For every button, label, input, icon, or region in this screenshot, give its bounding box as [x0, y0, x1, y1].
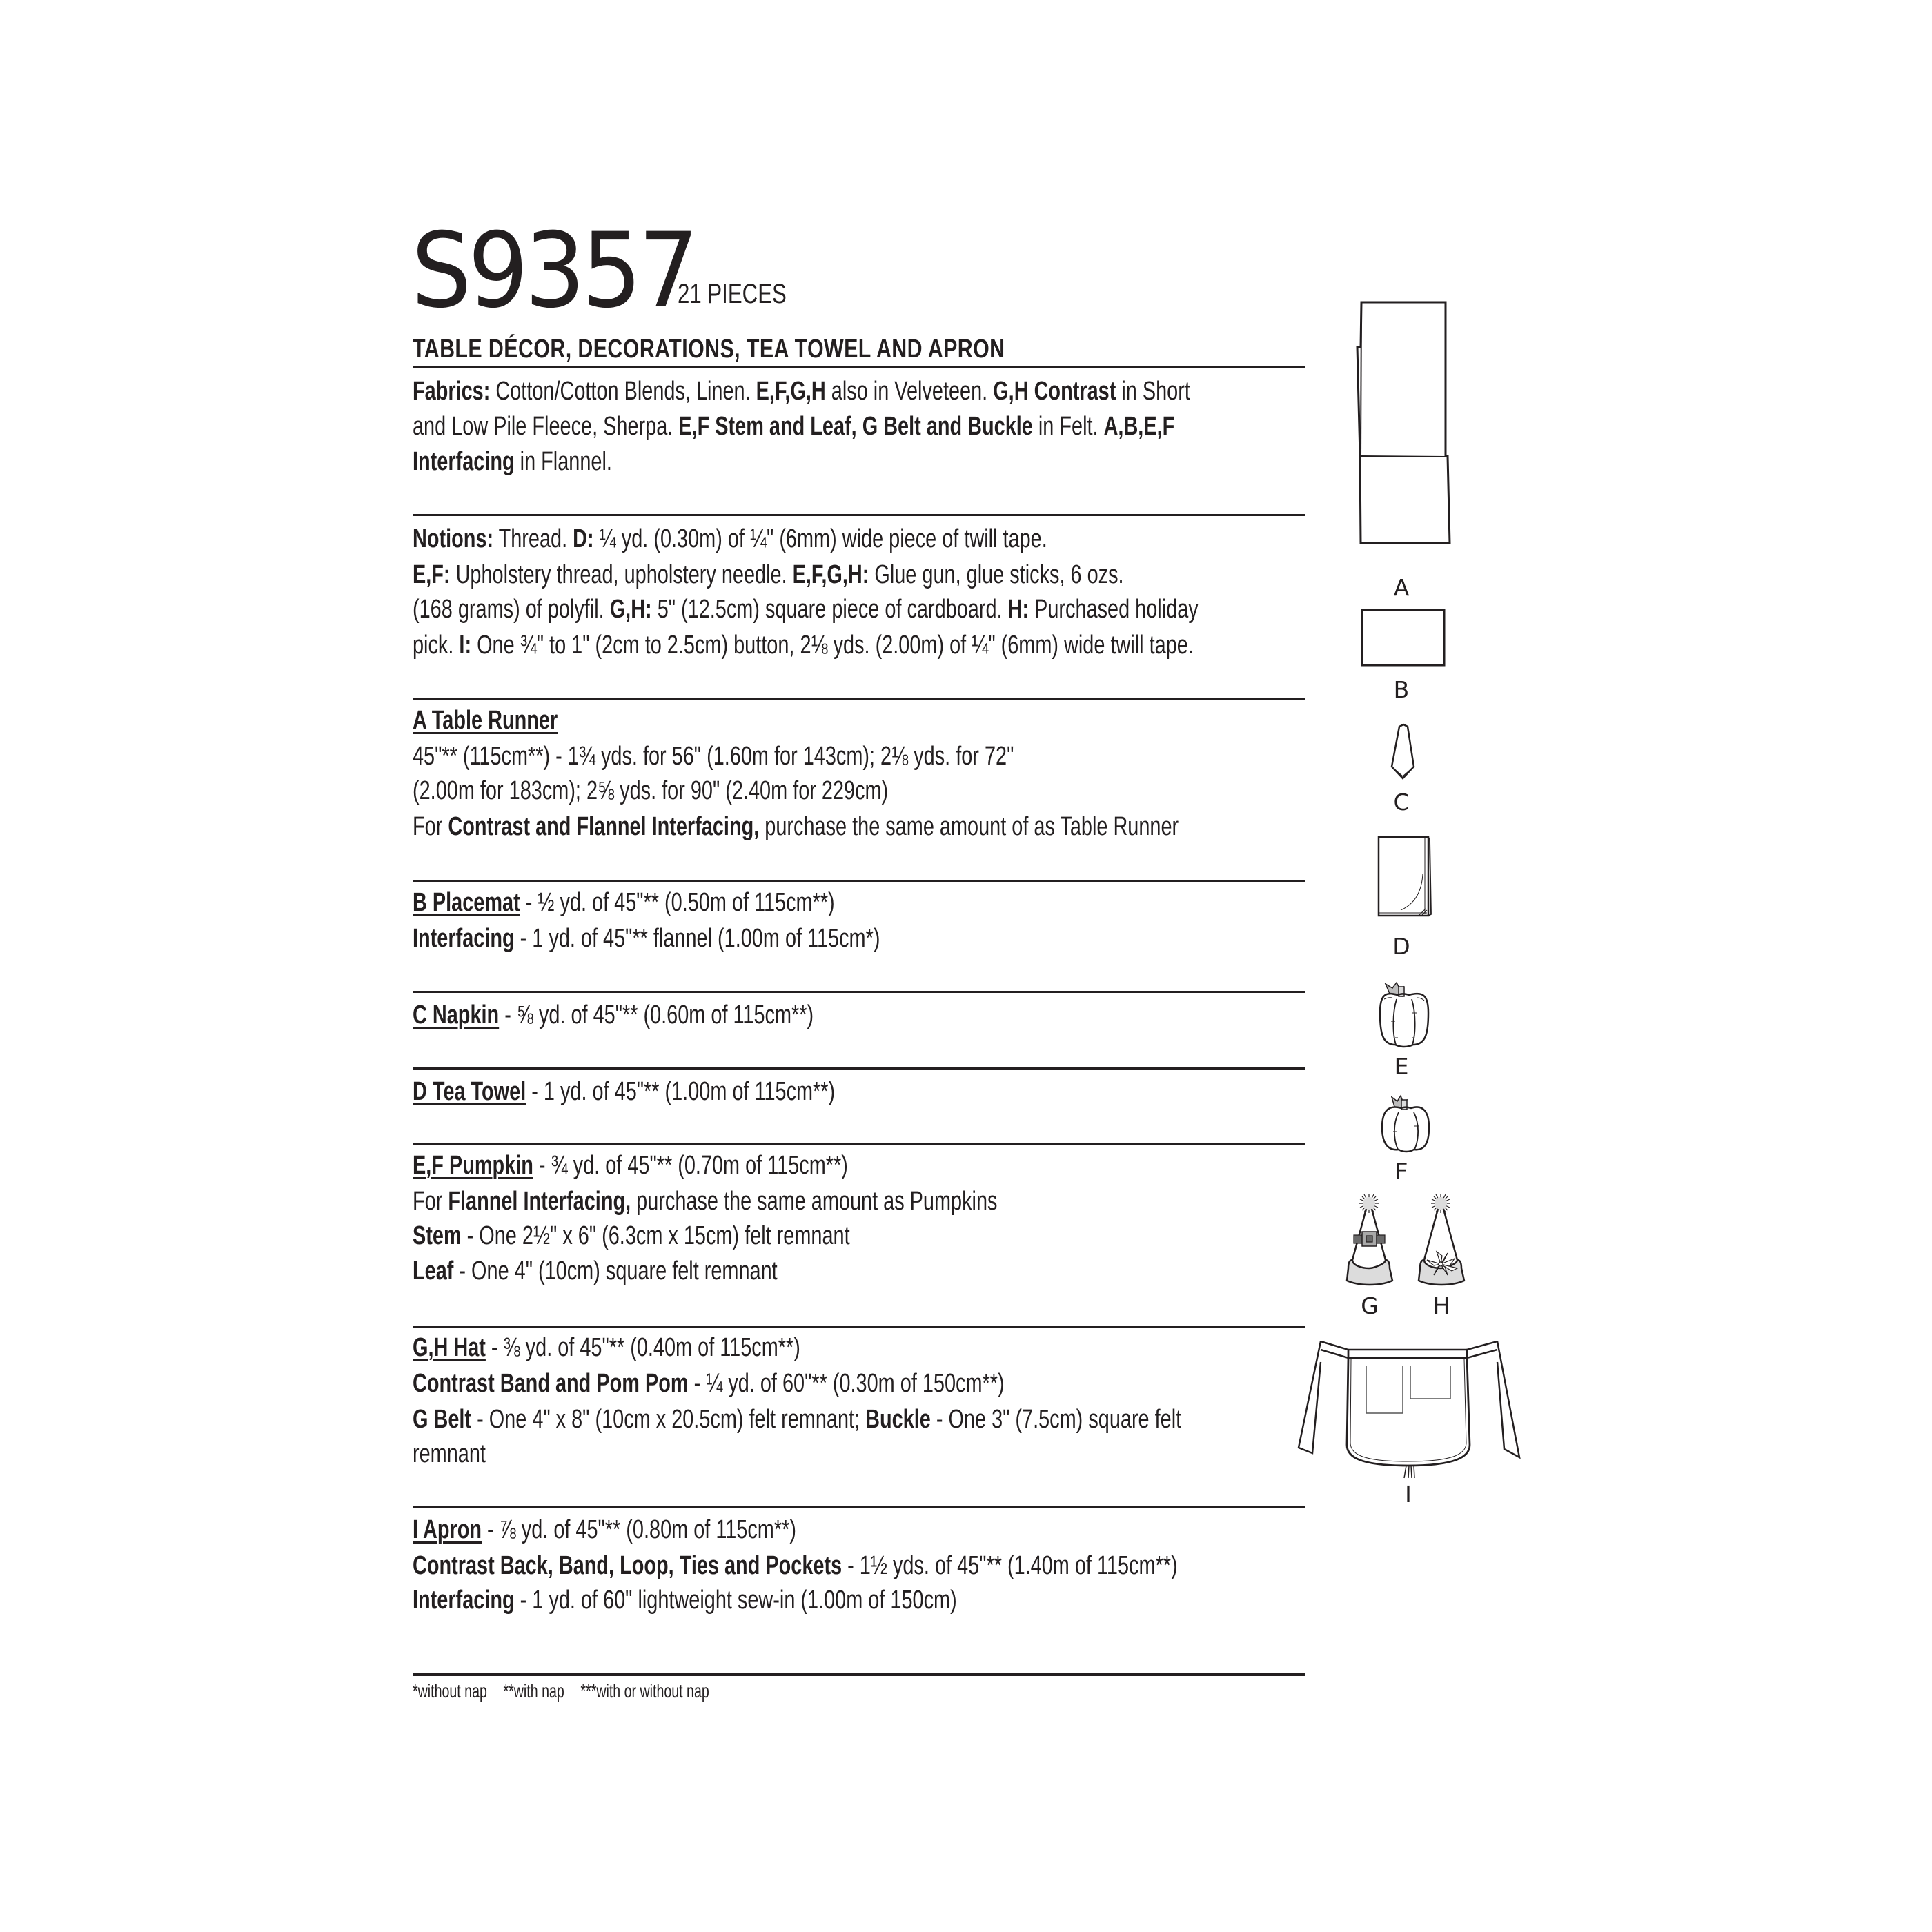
- text-run: Upholstery thread, upholstery needle.: [450, 560, 793, 589]
- text-run: - 1 yd. of 60" lightweight sew-in (1.00m of 150cm): [514, 1586, 957, 1615]
- notions-line: [413, 595, 1199, 624]
- view-label-h: H: [1432, 1292, 1450, 1319]
- section-title: A Table Runner: [413, 706, 558, 735]
- section-heading: [413, 1333, 800, 1362]
- text-run: Cotton/Cotton Blends, Linen.: [490, 377, 756, 406]
- bold-term: Fabrics:: [413, 377, 491, 406]
- section-title: D Tea Towel: [413, 1077, 526, 1106]
- bold-term: E,F:: [413, 560, 451, 589]
- yardage-line: [413, 1221, 850, 1250]
- text-run: purchase the same amount as Pumpkins: [631, 1187, 998, 1216]
- footnotes: [413, 1681, 722, 1702]
- view-label-d: D: [1392, 933, 1410, 960]
- footnote-without-nap: *without nap: [413, 1680, 487, 1702]
- text-run: - 1 yd. of 45"** flannel (1.00m of 115cm*): [514, 924, 880, 953]
- tea-towel-illustration: [1377, 836, 1432, 918]
- section-heading: [413, 1000, 814, 1029]
- section-title: I Apron: [413, 1515, 482, 1544]
- text-run: in Flannel.: [514, 447, 612, 476]
- text-run: in Felt.: [1032, 412, 1104, 441]
- yardage-line: [413, 1439, 486, 1468]
- text-run: (168 grams) of polyfil.: [413, 595, 610, 624]
- section-heading: [413, 706, 558, 735]
- hat-with-belt-illustration: [1346, 1192, 1395, 1289]
- text-run: 5" (12.5cm) square piece of cardboard.: [651, 595, 1008, 624]
- text-run: pick.: [413, 631, 460, 660]
- text-run: - One 3" (7.5cm) square felt: [930, 1405, 1182, 1434]
- fabrics-line: [413, 377, 1190, 406]
- apron-illustration: [1297, 1334, 1521, 1479]
- section-title: G,H Hat: [413, 1333, 486, 1362]
- view-label-c: C: [1393, 789, 1410, 816]
- bold-term: G,H:: [609, 595, 652, 624]
- text-run: For: [413, 1187, 448, 1216]
- text-run: in Short: [1116, 377, 1190, 406]
- bold-term: Notions:: [413, 524, 494, 553]
- bold-term: Stem: [413, 1221, 462, 1250]
- bold-term: Interfacing: [413, 447, 515, 476]
- section-heading: [413, 1151, 848, 1180]
- text-run: and Low Pile Fleece, Sherpa.: [413, 412, 679, 441]
- text-run: 45"** (115cm**) - 1¾ yds. for 56" (1.60m for 143cm); 2⅛ yds. for 72": [413, 742, 1014, 771]
- bold-term: E,F,G,H: [756, 377, 826, 406]
- text-run: also in Velveteen.: [825, 377, 994, 406]
- placemat-illustration: [1359, 609, 1446, 668]
- section-title: C Napkin: [413, 1000, 500, 1029]
- text-run: Glue gun, glue sticks, 6 ozs.: [869, 560, 1124, 589]
- text-run: For: [413, 812, 448, 841]
- bold-term: D:: [573, 524, 594, 553]
- text-run: - ¼ yd. of 60"** (0.30m of 150cm**): [688, 1369, 1005, 1398]
- pattern-subtitle: TABLE DÉCOR, DECORATIONS, TEA TOWEL AND APRON: [413, 335, 1005, 364]
- view-label-f: F: [1394, 1158, 1408, 1185]
- bold-term: E,F Stem and Leaf, G Belt and Buckle: [678, 412, 1033, 441]
- notions-line: [413, 631, 1194, 660]
- text-run: Purchased holiday: [1029, 595, 1199, 624]
- divider: [413, 1326, 1305, 1328]
- yardage-line: [413, 812, 1179, 841]
- text-run: - ½ yd. of 45"** (0.50m of 115cm**): [520, 888, 835, 917]
- yardage-line: [413, 776, 888, 805]
- divider: [413, 1506, 1305, 1508]
- yardage-line: [413, 742, 1014, 771]
- text-run: - One 4" x 8" (10cm x 20.5cm) felt remnant;: [471, 1405, 866, 1434]
- piece-count: 21 PIECES: [678, 279, 787, 309]
- text-run: One ¾" to 1" (2cm to 2.5cm) button, 2⅛ yds. (2.00m) of ¼" (6mm) wide twill tape.: [471, 631, 1194, 660]
- bold-term: A,B,E,F: [1103, 412, 1175, 441]
- divider: [413, 514, 1305, 516]
- yardage-line: [413, 1369, 1005, 1398]
- text-run: - 1 yd. of 45"** (1.00m of 115cm**): [526, 1077, 836, 1106]
- yardage-line: [413, 1256, 778, 1285]
- divider: [413, 1143, 1305, 1145]
- text-run: purchase the same amount of as Table Runner: [759, 812, 1179, 841]
- footnote-with-or-without-nap: ***with or without nap: [580, 1680, 709, 1702]
- notions-line: [413, 560, 1124, 589]
- text-run: - ⅞ yd. of 45"** (0.80m of 115cm**): [481, 1515, 796, 1544]
- bold-term: Interfacing: [413, 1586, 515, 1615]
- view-label-g: G: [1361, 1292, 1379, 1319]
- bold-term: I:: [459, 631, 472, 660]
- yardage-line: [413, 1187, 997, 1216]
- fabrics-line: [413, 447, 612, 476]
- bold-term: Buckle: [865, 1405, 931, 1434]
- bold-term: Contrast Band and Pom Pom: [413, 1369, 689, 1398]
- text-run: (2.00m for 183cm); 2⅝ yds. for 90" (2.40m for 229cm): [413, 776, 889, 805]
- text-run: ¼ yd. (0.30m) of ¼" (6mm) wide piece of twill tape.: [593, 524, 1047, 553]
- yardage-line: [413, 1586, 957, 1615]
- section-title: E,F Pumpkin: [413, 1151, 533, 1180]
- divider: [413, 1067, 1305, 1070]
- section-heading: [413, 1077, 835, 1106]
- view-label-i: I: [1405, 1481, 1412, 1508]
- bold-term: H:: [1007, 595, 1029, 624]
- table-runner-illustration: [1349, 301, 1449, 563]
- bold-term: Contrast Back, Band, Loop, Ties and Pockets: [413, 1551, 842, 1580]
- divider: [413, 366, 1305, 368]
- text-run: - ⅝ yd. of 45"** (0.60m of 115cm**): [499, 1000, 814, 1029]
- pumpkin-round-illustration: [1379, 1093, 1432, 1155]
- section-heading: [413, 1515, 796, 1544]
- bold-term: Interfacing: [413, 924, 515, 953]
- text-run: remnant: [413, 1439, 486, 1468]
- fabrics-line: [413, 412, 1174, 441]
- section-heading: [413, 888, 835, 917]
- yardage-line: [413, 1405, 1181, 1434]
- bold-term: E,F,G,H:: [792, 560, 869, 589]
- text-run: - One 4" (10cm) square felt remnant: [453, 1256, 778, 1285]
- pattern-number: S9357: [411, 211, 696, 331]
- bold-term: Contrast and Flannel Interfacing,: [448, 812, 760, 841]
- text-run: - One 2½" x 6" (6.3cm x 15cm) felt remnant: [461, 1221, 850, 1250]
- text-run: - ⅜ yd. of 45"** (0.40m of 115cm**): [485, 1333, 800, 1362]
- divider: [413, 698, 1305, 700]
- text-run: - 1½ yds. of 45"** (1.40m of 115cm**): [842, 1551, 1178, 1580]
- text-run: Thread.: [493, 524, 573, 553]
- text-run: - ¾ yd. of 45"** (0.70m of 115cm**): [533, 1151, 848, 1180]
- view-label-a: A: [1393, 574, 1410, 601]
- yardage-line: [413, 924, 880, 953]
- view-label-e: E: [1394, 1053, 1409, 1080]
- bold-term: G,H Contrast: [993, 377, 1116, 406]
- yardage-line: [413, 1551, 1178, 1580]
- divider: [413, 880, 1305, 882]
- divider: [413, 991, 1305, 993]
- notions-line: [413, 524, 1047, 553]
- section-title: B Placemat: [413, 888, 520, 917]
- napkin-illustration: [1388, 724, 1419, 781]
- footnote-with-nap: **with nap: [503, 1680, 564, 1702]
- divider: [413, 1673, 1305, 1676]
- bold-term: Flannel Interfacing,: [448, 1187, 631, 1216]
- pumpkin-tall-illustration: [1377, 978, 1431, 1050]
- bold-term: G Belt: [413, 1405, 472, 1434]
- bold-term: Leaf: [413, 1256, 454, 1285]
- hat-with-poinsettia-illustration: [1417, 1192, 1467, 1289]
- view-label-b: B: [1393, 676, 1410, 703]
